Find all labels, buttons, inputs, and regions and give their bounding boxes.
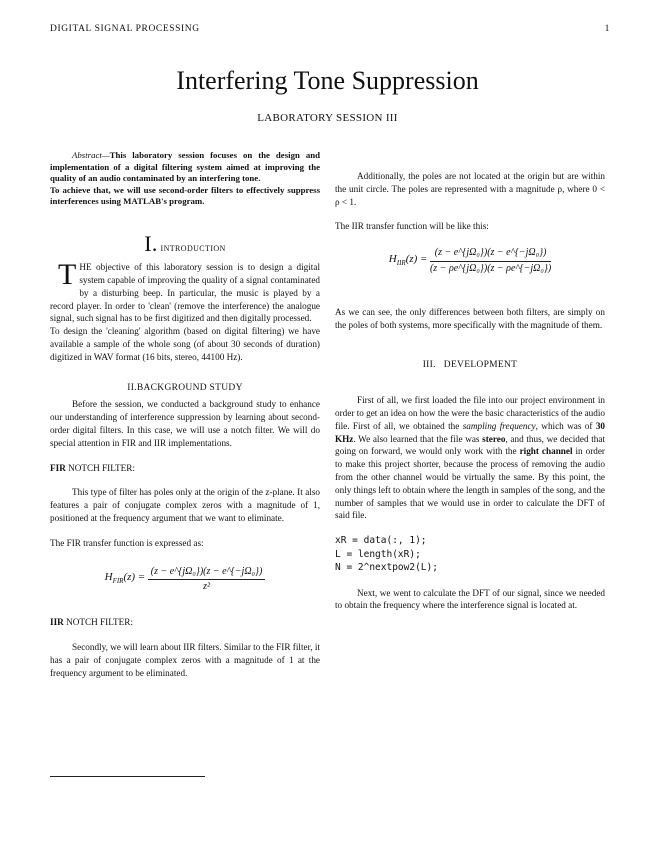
section-title: INTRODUCTION (160, 243, 226, 253)
iir-equation (335, 247, 605, 276)
paper-title: Interfering Tone Suppression (176, 66, 479, 95)
iir-eq-numerator: (z − e^{jΩ₀})(z − e^{−jΩ₀}) (430, 247, 551, 262)
background-paragraph: Before the session, we conducted a background study to enhance our understanding of interference suppression by learning about second-order digital filters. In this case, we will use a notch filter. We will do special attention in FIR and IIR implementations. (50, 399, 320, 448)
code-line: L = length(xR); (335, 548, 421, 560)
right-column (335, 170, 605, 612)
fir-transfer-label: The FIR transfer function is expressed as: (50, 537, 204, 548)
differences-paragraph: As we can see, the only differences between both filters, are simply on the poles of both systems, more specifically with the magnitude of them. (335, 306, 605, 330)
iir-subheading: IIR NOTCH FILTER: (50, 617, 133, 628)
fir-eq-fraction (148, 566, 266, 595)
code-line: N = 2^nextpow2(L); (335, 562, 438, 574)
iir-transfer-label: The IIR transfer function will be like this: (335, 221, 489, 232)
left-column (50, 150, 320, 679)
iir-eq-fraction (430, 247, 551, 276)
fir-eq-numerator: (z − e^{jΩ₀})(z − e^{−jΩ₀}) (148, 566, 266, 581)
abstract-text-1: This laboratory session focuses on the design and implementation of a digital filtering system aimed at improving the quality of an audio contaminated by an interfering tone. (50, 150, 320, 183)
intro-paragraph-1: THE objective of this laboratory session is to design a digital system capable of improving the quality of a signal contaminated by a disturbing beep. In particular, the music is played by a record player. In order to 'clean' (remove the interference) the analogue signal, such signal has to be first digitized and then digitally processed. (50, 258, 320, 324)
footnote-rule (50, 776, 205, 777)
fir-paragraph: This type of filter has poles only at the origin of the z-plane. It also features a pair of conjugate complex zeros with a magnitude of 1, positioned at the frequency argument that we want to eliminate. (50, 487, 320, 524)
fir-equation (50, 566, 320, 595)
paper-subtitle: LABORATORY SESSION III (257, 112, 398, 124)
intro-paragraph-2: To design the 'cleaning' algorithm (based on digital filtering) we have available a sample of the whole song (of about 30 seconds of duration) digitized in WAV format (16 bits, stereo, 44100 Hz). (50, 326, 320, 362)
development-paragraph-1: First of all, we first loaded the file into our project environment in order to get an idea on how the were the basic characteristics of the audio file. First of all, we obtained the sampling frequency, which was of 30 KHz. We also learned that the file was stereo, and thus, we decided that going on forward, we would only work with the right channel in order to make this project shorter, because the process of removing the audio from the other channel would be virtually the same. By this point, the only things left to obtain where the length in samples of the song, and the number of samples that we would use in order to calculate the DFT of said file. (335, 395, 605, 521)
matlab-code-block (335, 534, 605, 575)
section-heading-development: III. DEVELOPMENT (422, 360, 518, 371)
fir-eq-denominator: z² (203, 581, 210, 593)
code-line: xR = data(:, 1); (335, 535, 427, 547)
drop-cap: T (58, 258, 77, 292)
fir-subheading: FIR NOTCH FILTER: (50, 462, 135, 473)
poles-paragraph: Additionally, the poles are not located at the origin but are within the unit circle. The poles are represented with a magnitude ρ, where 0 < ρ < 1. (335, 171, 605, 207)
iir-paragraph: Secondly, we will learn about IIR filters. Similar to the FIR filter, it has a pair of conjugate complex zeros with a magnitude of 1 at the frequency argument to be eliminated. (50, 642, 320, 678)
section-number: I. (144, 230, 158, 256)
iir-eq-denominator: (z − ρe^{jΩ₀})(z − ρe^{−jΩ₀}) (429, 262, 552, 274)
fir-eq-lhs: $H_{FIR}(z)$ = (104, 571, 146, 586)
abstract-dash: — (101, 150, 110, 160)
page-number: 1 (604, 24, 610, 34)
abstract-label: Abstract (72, 150, 102, 160)
development-paragraph-2: Next, we went to calculate the DFT of our signal, since we needed to obtain the frequency where the interference signal is located at. (335, 587, 605, 611)
section-heading-background: II.BACKGROUND STUDY (127, 382, 243, 393)
section-heading-introduction (50, 230, 320, 256)
running-header: DIGITAL SIGNAL PROCESSING (50, 24, 200, 34)
iir-eq-lhs: $H_{IIR}(z)$ = (388, 252, 428, 268)
abstract-text-2: To achieve that, we will use second-order filters to effectively suppress interferences using MATLAB's program. (50, 184, 320, 206)
abstract (50, 150, 320, 185)
